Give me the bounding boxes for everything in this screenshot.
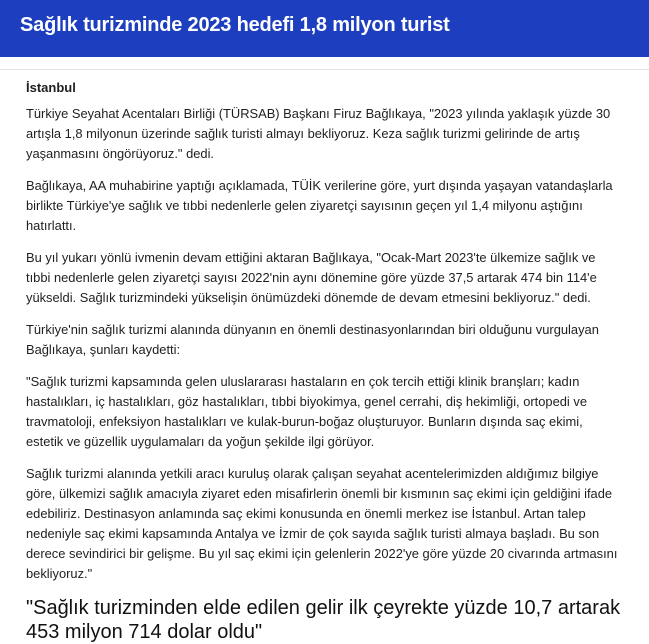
article-body bbox=[0, 70, 649, 644]
header-divider bbox=[0, 57, 649, 70]
paragraph-4: Türkiye'nin sağlık turizmi alanında dünyanın en önemli destinasyonlarından biri olduğunu vurgulayan Bağlıkaya, şunları kaydetti: bbox=[26, 322, 599, 357]
paragraph-3: Bu yıl yukarı yönlü ivmenin devam ettiğini aktaran Bağlıkaya, "Ocak-Mart 2023'te ülkemize sağlık ve tıbbi nedenlerle gelen ziyaretçi sayısı 2022'nin aynı dönemine göre yüzde 37,5 artarak 474 bin 114'e yükseldi. Sağlık turizmindeki yükselişin önümüzdeki dönemde de devam etmesini bekliyoruz." dedi. bbox=[26, 250, 597, 305]
paragraph-1: Türkiye Seyahat Acentaları Birliği (TÜRSAB) Başkanı Firuz Bağlıkaya, "2023 yılında yaklaşık yüzde 30 artışla 1,8 milyonun üzerinde sağlık turisti almayı bekliyoruz. Keza sağlık turizmi gelirinde de artış yaşanmasını öngörüyoruz." dedi. bbox=[26, 106, 611, 161]
subheading: "Sağlık turizminden elde edilen gelir ilk çeyrekte yüzde 10,7 artarak 453 milyon 714 dolar oldu" bbox=[26, 597, 621, 643]
paragraph-5: "Sağlık turizmi kapsamında gelen uluslararası hastaların en çok tercih ettiği klinik branşları; kadın hastalıkları, iç hastalıkları, göz hastalıkları, tıbbi biyokimya, genel cerrahi, diş hekimliği, ortopedi ve travmatoloji, enfeksiyon hastalıkları ve kulak-burun-boğaz oluşturuyor. Bunların dışında saç ekimi, estetik ve güzellik uygulamaları da yoğun şekilde ilgi görüyor. bbox=[26, 374, 587, 449]
article-header bbox=[0, 0, 649, 57]
article-title: Sağlık turizminde 2023 hedefi 1,8 milyon turist bbox=[20, 14, 450, 36]
paragraph-2: Bağlıkaya, AA muhabirine yaptığı açıklamada, TÜİK verilerine göre, yurt dışında yaşayan vatandaşlarla birlikte Türkiye'ye sağlık ve tıbbi nedenlerle gelen ziyaretçi sayısının geçen yıl 1,4 milyonu aştığını hatırlattı. bbox=[26, 178, 613, 233]
dateline: İstanbul bbox=[26, 80, 76, 95]
paragraph-6: Sağlık turizmi alanında yetkili aracı kuruluş olarak çalışan seyahat acentelerimizden aldığımız bilgiye göre, ülkemizi sağlık amacıyla ziyaret eden misafirlerin önemli bir kısmının saç ekimi için geldiğini ifade edebiliriz. Destinasyon anlamında saç ekimi konusunda en önemli merkez ise İstanbul. Artan talep nedeniyle saç ekimi kapsamında Antalya ve İzmir de çok sayıda sağlık turisti almaya başladı. Bu son derece sevindirici bir gelişme. Bu yıl saç ekimi için gelenlerin 2022'ye göre yüzde 20 civarında artmasını bekliyoruz." bbox=[26, 466, 618, 581]
